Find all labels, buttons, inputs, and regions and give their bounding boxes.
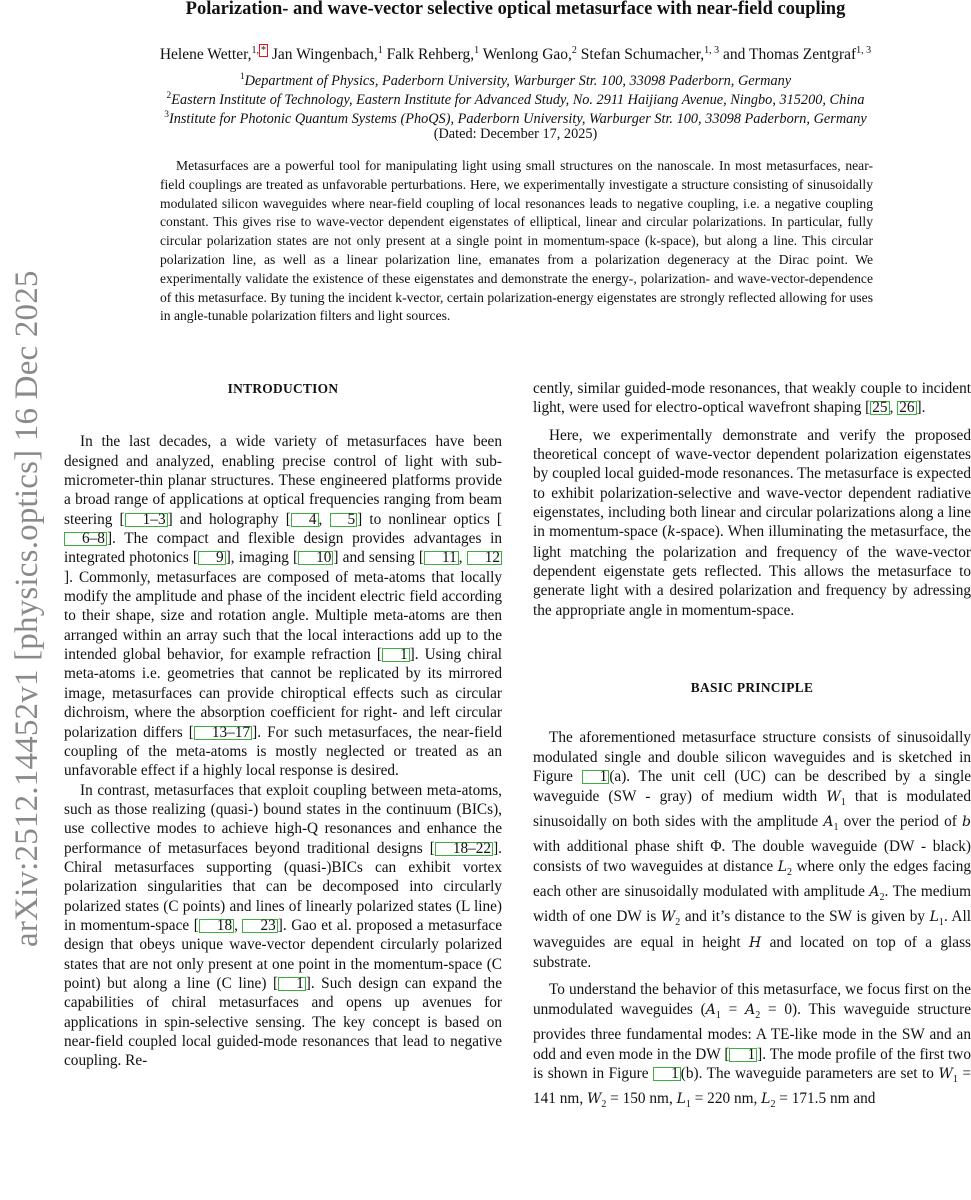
author: Stefan Schumacher, (580, 46, 705, 63)
citation-link[interactable]: 18 (199, 919, 234, 933)
affiliation-3: $^3$Institute for Photonic Quantum Systems (PhoQS), Paderborn University, Warburger Str. 100, 33098 Paderborn, Germany (164, 110, 867, 127)
author: Helene Wetter, (159, 46, 252, 63)
arxiv-side-stamp[interactable]: arXiv:2512.14452v1 [physics.optics] 16 Dec 2025 (9, 270, 45, 947)
citation-link[interactable]: 6–8 (64, 532, 107, 546)
citation-link[interactable]: 1–3 (125, 513, 168, 527)
basic-paragraph-2: To understand the behavior of this metasurface, we focus first on the unmodulated waveguides $(A_1 = A_2 = 0)$. This waveguide structure provides three fundamental modes: A TE-like mode in the SW and an odd and even mode in the DW [ 1 ]. The mode profile of the first two is shown in Figure 1 (b). The waveguide parameters are set to $W_1 = 141$ nm, $W_2 = 150$ nm, $L_1 = 220$ nm, $L_2 = 171.5$ nm and (533, 981, 971, 1111)
author: Falk Rehberg, (386, 46, 475, 63)
citation-link[interactable]: 23 (242, 919, 277, 933)
author: Jan Wingenbach, (271, 46, 378, 63)
section-heading-introduction: INTRODUCTION (227, 381, 339, 396)
dated-line: (Dated: December 17, 2025) (433, 126, 598, 142)
citation-link[interactable]: 1 (729, 1048, 757, 1062)
figure-link[interactable]: 1 (653, 1067, 681, 1081)
citation-link[interactable]: 12 (467, 551, 502, 565)
left-column (64, 379, 502, 1071)
basic-paragraph-1: The aforementioned metasurface structure consists of sinusoidally modulated single and double silicon waveguides and is sketched in Figure 1 (a). The unit cell (UC) can be described by a single waveguide (SW - gray) of medium width $W_1$ that is modulated sinusoidally on both sides with the amplitude $A_1$ over the period of b with additional phase shift Φ. The double waveguide (DW - black) consists of two waveguides at distance $L_2$ where only the edges facing each other are sinusoidally modulated with amplitude $A_2$. The medium width of one DW is $W_2$ and it’s distance to the SW is given by $L_1$. All waveguides are equal in height H and located on top of a glass substrate. (533, 729, 971, 972)
citation-link[interactable]: 18–22 (435, 842, 493, 856)
citation-link[interactable]: 26 (899, 399, 915, 417)
author: and Thomas Zentgraf (723, 46, 857, 63)
affiliation-1: $^1$Department of Physics, Paderborn University, Warburger Str. 100, 33098 Paderborn, Germany (239, 72, 792, 89)
paper-title: Polarization- and wave-vector selective optical metasurface with near-field coupling (185, 0, 846, 19)
figure-link[interactable]: 1 (582, 770, 610, 784)
abstract: Metasurfaces are a powerful tool for manipulating light using small structures on the nanoscale. In most metasurfaces, near-field couplings are treated as unfavorable perturbations. Here, we experimentally investigate a structure consisting of sinusoidally modulated silicon waveguides where near-field coupling of local resonances leads to negative coupling, i.e. a negative coupling constant. This gives rise to wave-vector dependent eigenstates of elliptical, linear and circular polarizations. In particular, fully circular polarization states are not only present at a single point in momentum-space (k-space), but along a line. This circular polarization line, as well as a linear polarization line, emanates from a polarization degeneracy at the Dirac point. We experimentally validate the existence of these eigenstates and demonstrate the energy-, polarization- and wave-vector-dependence of this metasurface. By tuning the incident k-vector, certain polarization-energy eigenstates are strongly reflected allowing for uses in angle-tunable polarization filters and light sources. (160, 158, 873, 324)
citation-link[interactable]: 9 (198, 551, 226, 565)
intro-paragraph-2: In contrast, metasurfaces that exploit coupling between meta-atoms, such as those realizing (quasi-) bound states in the continuum (BICs), use collective modes to achieve high-Q resonances and enhance the performance of metasurfaces beyond traditional designs [ 18–22 ]. Chiral metasurfaces supporting (quasi-)BICs can exhibit vortex polarization singularities that can be decomposed into circularly polarized states (C points) and lines of linearly polarized states (L line) in momentum-space [ 18 , 23 ]. Gao et al. proposed a metasurface design that obeys unique wave-vector dependent circularly polarized states that are not only present at one point in the momentum-space (C point) but along a line (C line) [ 1 ]. Such design can expand the capabilities of chiral metasurfaces and opens up avenues for applications in spin-selective sensing. The key concept is based on near-field coupled local guided-mode resonances that lead to negative coupling. Re- (64, 781, 502, 1070)
citation-link[interactable]: 5 (330, 513, 358, 527)
citation-link[interactable]: 4 (291, 513, 319, 527)
citation-link[interactable]: 1 (382, 648, 410, 662)
corresponding-author-link[interactable]: * (261, 45, 266, 56)
citation-link[interactable]: 13–17 (194, 726, 252, 740)
author: Wenlong Gao, (482, 46, 572, 63)
intro-paragraph-2-continued: cently, similar guided-mode resonances, that weakly couple to incident light, were used for electro-optical wavefront shaping [ 25 , 26 ]. (533, 380, 971, 417)
intro-paragraph-3: Here, we experimentally demonstrate and verify the proposed theoretical concept of wave-vector dependent polarization eigenstates by coupled local guided-mode resonances. The metasurface is expected to exhibit polarization-selective and wave-vector dependent radiative eigenstates, including both linear and circular polarizations along a line in momentum-space (k-space). When illuminating the metasurface, the light matching the polarization and frequency of the wave-vector dependent eigenstate gets reflected. This allows the metasurface to generate light with a desired polarization and frequency by adressing the appropriate angle in momentum-space. (533, 426, 971, 619)
section-heading-basic-principle: BASIC PRINCIPLE (690, 680, 814, 696)
citation-link[interactable]: 1 (278, 977, 306, 991)
citation-link[interactable]: 25 (872, 399, 888, 417)
citation-link[interactable]: 11 (424, 551, 459, 565)
intro-paragraph-1: In the last decades, a wide variety of metasurfaces have been designed and analyzed, enabling precise control of light with sub-micrometer-thin planar structures. These engineered platforms provide a broad range of applications at optical frequencies ranging from beam steering [ 1–3 ] and holography [ 4 , 5 ] to nonlinear optics [6–8 ]. The compact and flexible design provides advantages in integrated photonics [ 9 ], imaging [ 10 ] and sensing [ 11 , 12]. Commonly, metasurfaces are composed of meta-atoms that locally modify the amplitude and phase of the incident electric field according to their shape, size and rotation angle. Multiple meta-atoms are then arranged within an array such that the local interactions add up to the intended global behavior, for example refraction [ 1 ]. Using chiral meta-atoms i.e. geometries that cannot be replicated by its mirrored image, metasurfaces can provide chiroptical effects such as circular dichroism, where the absorption coefficient for right- and left circular polarization differs [ 13–17 ]. For such metasurfaces, the near-field coupling of the meta-atoms is mostly neglected or treated as an unfavorable effect if a highly local response is desired. (64, 433, 503, 780)
author-list: Helene Wetter,$^{1,}$ * Jan Wingenbach,$^1$ Falk Rehberg,$^1$ Wenlong Gao,$^2$ Stefan Schumacher,$^{1, 3}$ and Thomas Zentgraf$^{1, 3}$ (159, 45, 872, 63)
right-column (533, 379, 971, 1115)
affiliation-2: $^2$Eastern Institute of Technology, Eastern Institute for Advanced Study, No. 2911 Haijiang Avenue, Ningbo, 315200, China (166, 91, 865, 108)
citation-link[interactable]: 10 (298, 551, 333, 565)
